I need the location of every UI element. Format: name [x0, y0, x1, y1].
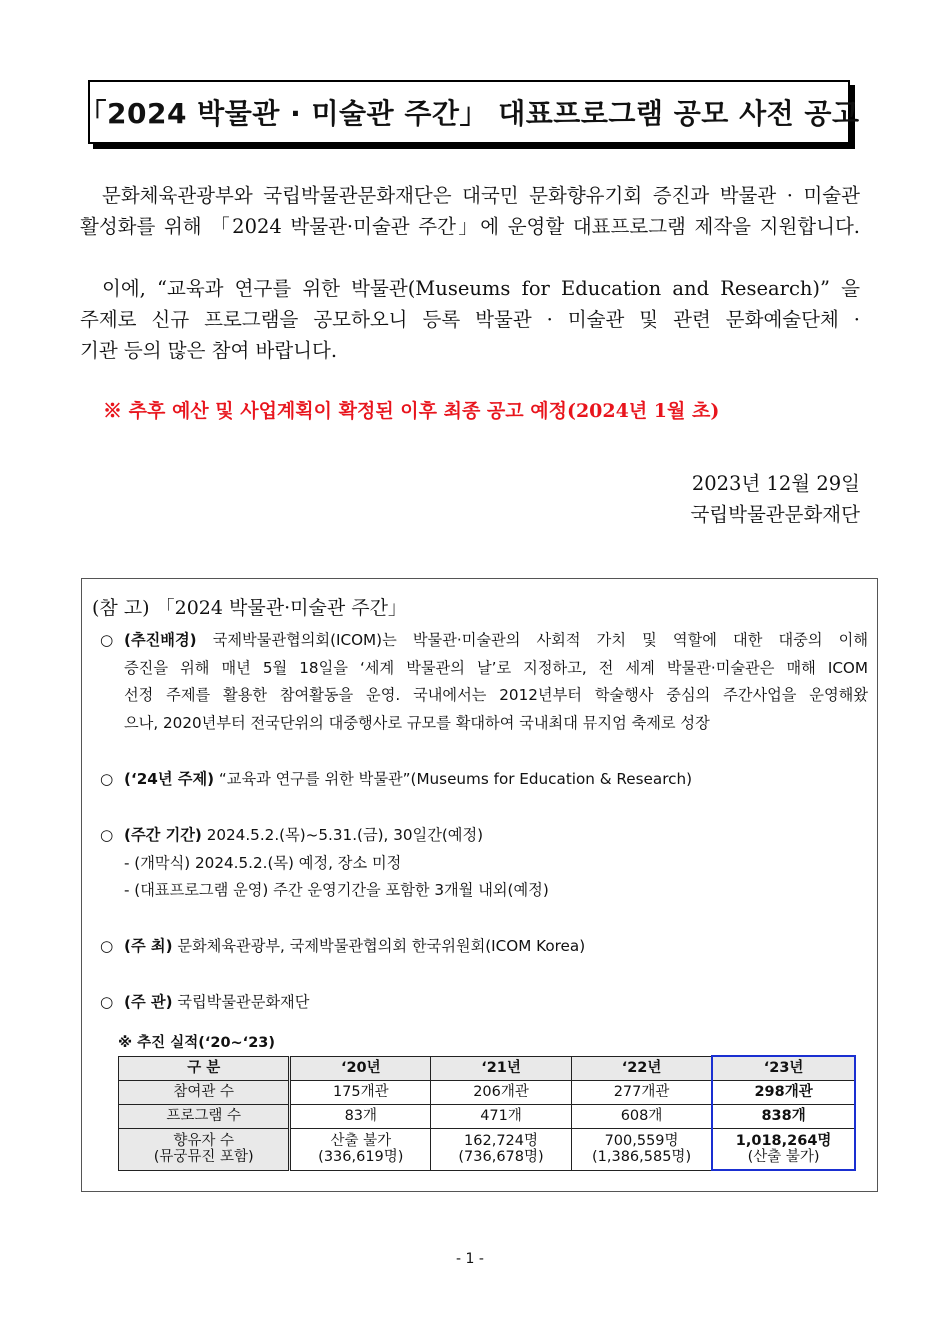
table-cell: 838개 — [712, 1104, 855, 1128]
table-header-cell: ‘23년 — [712, 1056, 855, 1080]
table-row-label: 프로그램 수 — [119, 1104, 290, 1128]
item-text: 으나, 2020년부터 전국단위의 대중행사로 규모를 확대하여 국내최대 뮤지엄 축제로 성장 — [124, 713, 710, 732]
item-text: 문화체육관광부, 국제박물관협의회 한국위원회(ICOM Korea) — [177, 937, 586, 955]
cell-value: 산출 불가 — [330, 1133, 392, 1149]
table-row — [119, 1104, 856, 1128]
cell-sub: (736,678명) — [458, 1149, 544, 1165]
intro-paragraph-2 — [80, 273, 860, 366]
table-cell: 298개관 — [712, 1080, 855, 1104]
item-label: (주 최) — [124, 937, 173, 955]
table-row-label — [119, 1128, 290, 1170]
intro-line: 이에, “교육과 연구를 위한 박물관(Museums for Education and Research)” 을 — [102, 277, 860, 300]
signature-date: 2023년 12월 29일 — [691, 472, 860, 495]
item-label: (주 관) — [124, 993, 173, 1011]
item-period — [100, 822, 868, 905]
item-text: 국제박물관협의회(ICOM)는 박물관·미술관의 사회적 가치 및 역할에 대한 대중의 이해 — [212, 631, 868, 649]
intro-line: 기관 등의 많은 참여 바랍니다. — [80, 339, 338, 362]
cell-value: 700,559명 — [604, 1133, 679, 1149]
intro-line: 문화체육관광부와 국립박물관문화재단은 대국민 문화향유기회 증진과 박물관 · 미술관 — [102, 184, 860, 207]
table-cell — [712, 1128, 855, 1170]
table-header-cell: ‘22년 — [571, 1056, 712, 1080]
bullet-icon: ○ — [100, 937, 114, 955]
table-row-label: 참여관 수 — [119, 1080, 290, 1104]
cell-sub: (1,386,585명) — [591, 1149, 692, 1165]
table-cell: 206개관 — [431, 1080, 572, 1104]
item-text: 2024.5.2.(목)~5.31.(금), 30일간(예정) — [206, 826, 484, 844]
page-title: 「2024 박물관 · 미술관 주간」 대표프로그램 공모 사전 공고 — [88, 80, 850, 144]
item-label: (주간 기간) — [124, 826, 202, 844]
table-cell: 471개 — [431, 1104, 572, 1128]
bullet-icon: ○ — [100, 770, 114, 788]
table-cell — [571, 1128, 712, 1170]
bullet-icon: ○ — [100, 631, 114, 649]
item-subline: - (대표프로그램 운영) 주간 운영기간을 포함한 3개월 내외(예정) — [124, 881, 549, 899]
signature-org: 국립박물관문화재단 — [690, 503, 860, 526]
cell-sub: (336,619명) — [318, 1149, 404, 1165]
item-label: (추진배경) — [124, 631, 197, 649]
table-header-cell: ‘20년 — [290, 1056, 431, 1080]
item-text: “교육과 연구를 위한 박물관”(Museums for Education & Research) — [218, 770, 693, 788]
item-theme — [100, 766, 868, 794]
table-header-row — [119, 1056, 856, 1080]
intro-paragraph-1 — [80, 180, 860, 242]
cell-sub: (산출 불가) — [747, 1148, 820, 1165]
item-text: 국립박물관문화재단 — [177, 993, 310, 1011]
bullet-icon: ○ — [100, 826, 114, 844]
table-header-cell: ‘21년 — [431, 1056, 572, 1080]
table-cell: 175개관 — [290, 1080, 431, 1104]
item-text: 증진을 위해 매년 5월 18일을 ‘세계 박물관의 날’로 지정하고, 전 세계 박물관·미술관은 매해 ICOM — [124, 658, 868, 677]
table-cell: 608개 — [571, 1104, 712, 1128]
intro-line: 주제로 신규 프로그램을 공모하오니 등록 박물관 · 미술관 및 관련 문화예술단체 · — [80, 308, 860, 331]
table-cell — [431, 1128, 572, 1170]
reference-box — [81, 578, 878, 1192]
cell-value: 1,018,264명 — [735, 1132, 832, 1149]
item-subline: - (개막식) 2024.5.2.(목) 예정, 장소 미정 — [124, 853, 402, 872]
table-cell: 277개관 — [571, 1080, 712, 1104]
notice-text: ※ 추후 예산 및 사업계획이 확정된 이후 최종 공고 예정(2024년 1월 초) — [103, 400, 720, 422]
table-row — [119, 1128, 856, 1170]
item-text: 선정 주제를 활용한 참여활동을 운영. 국내에서는 2012년부터 학술행사 중심의 주간사업을 운영해왔 — [124, 686, 868, 704]
table-cell: 83개 — [290, 1104, 431, 1128]
item-background — [100, 627, 868, 737]
item-organizer — [100, 989, 868, 1017]
table-row — [119, 1080, 856, 1104]
cell-value: 162,724명 — [464, 1133, 539, 1149]
bullet-icon: ○ — [100, 993, 114, 1011]
table-caption: ※ 추진 실적(‘20~‘23) — [118, 1035, 275, 1051]
reference-title: (참 고) 「2024 박물관·미술관 주간」 — [92, 597, 407, 619]
item-label: (‘24년 주제) — [124, 770, 215, 788]
table-cell — [290, 1128, 431, 1170]
item-host — [100, 933, 868, 961]
row-label-sub: (뮤궁뮤진 포함) — [153, 1149, 254, 1165]
row-label-main: 향유자 수 — [173, 1133, 235, 1149]
performance-table — [118, 1055, 856, 1171]
table-header-cell: 구 분 — [119, 1056, 290, 1080]
intro-line: 활성화를 위해 「2024 박물관·미술관 주간」에 운영할 대표프로그램 제작을 지원합니다. — [80, 215, 860, 238]
page-number: - 1 - — [456, 1251, 484, 1267]
